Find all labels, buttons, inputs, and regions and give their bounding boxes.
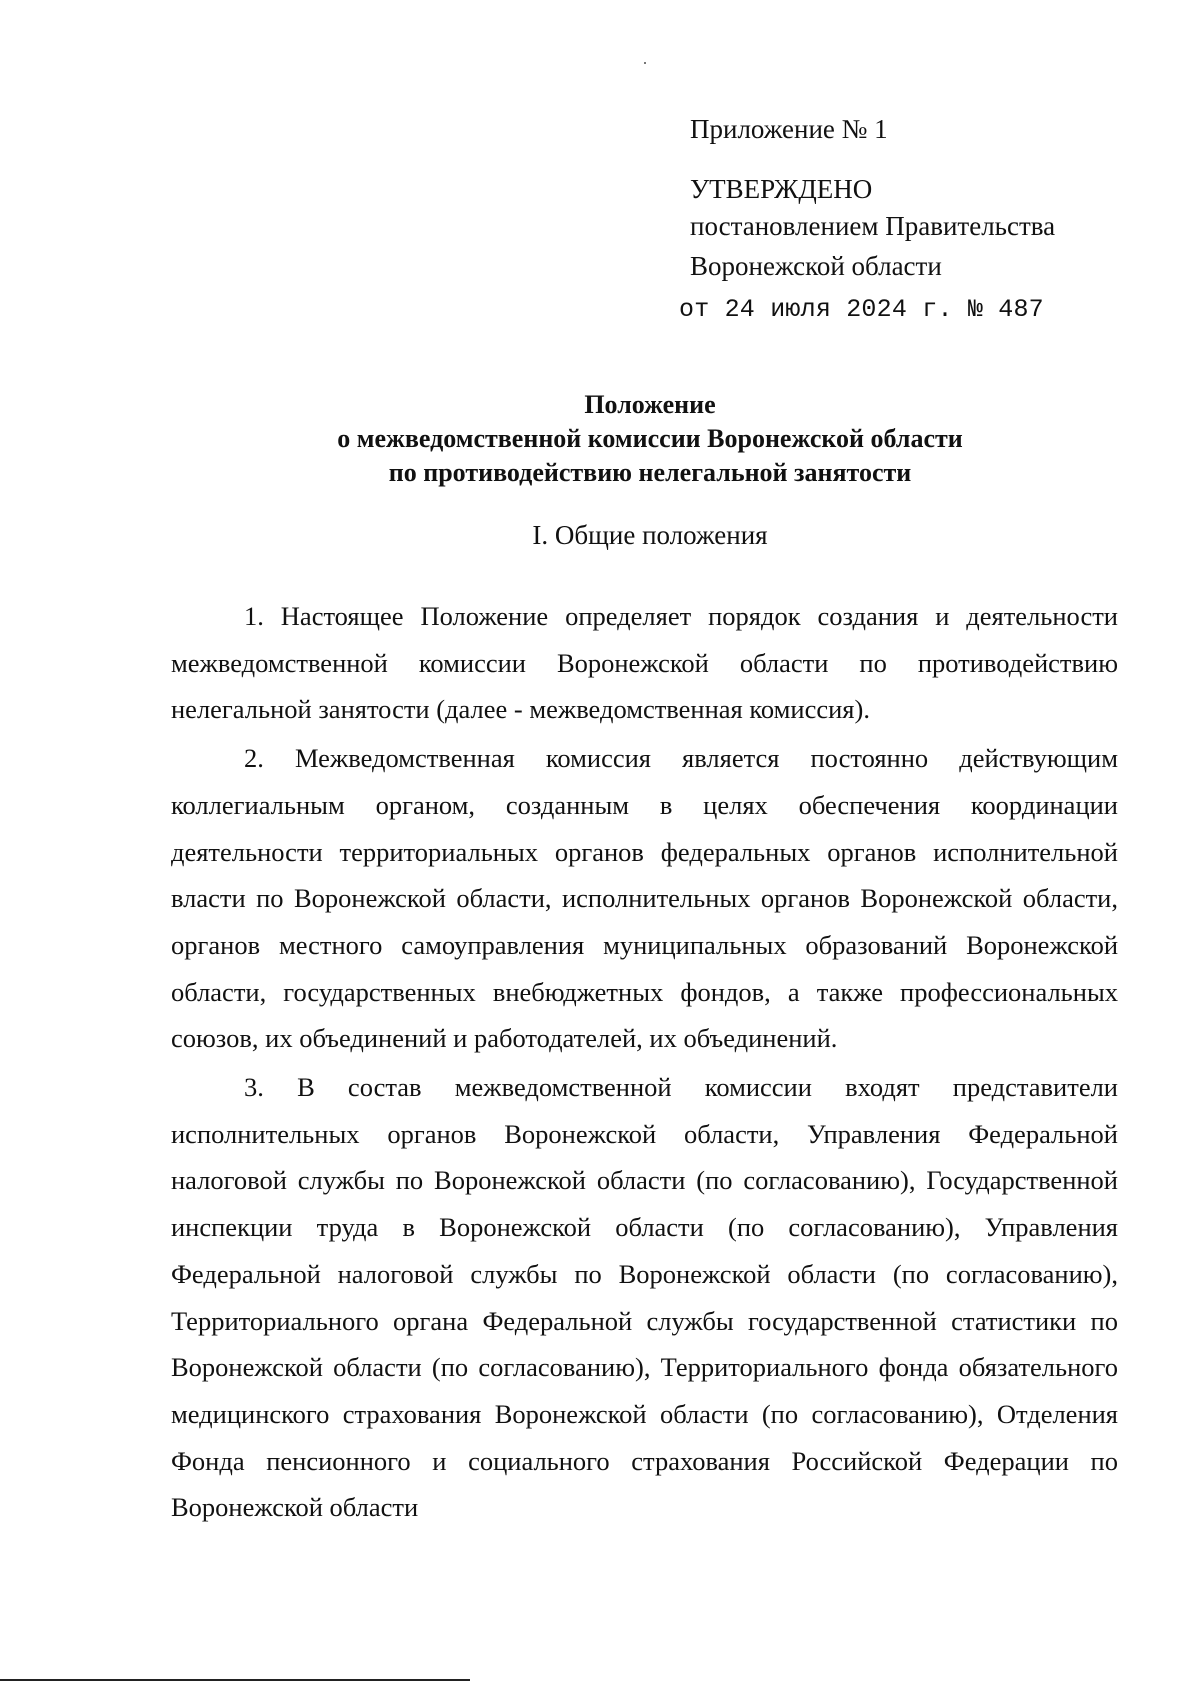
approved-label: УТВЕРЖДЕНО: [690, 174, 873, 204]
approval-authority-line: постановлением Правительства: [690, 211, 1056, 241]
footnote-separator: [0, 1679, 470, 1681]
approval-date-number: от 24 июля 2024 г. № 487: [679, 295, 1044, 324]
section-heading: I. Общие положения: [532, 520, 768, 550]
scan-artifact: [644, 62, 646, 64]
paragraph-1: 1. Настоящее Положение определяет порядок создания и деятельности межведомственной комиссии Воронежской области по противодействию нелегальной занятости (далее - межведомственная комиссия).: [171, 601, 1118, 725]
appendix-label: Приложение № 1: [690, 114, 888, 144]
paragraph-2: 2. Межведомственная комиссия является постоянно действующим коллегиальным органом, созданным в целях обеспечения координации деятельности территориальных органов федеральных органов исполнительной власти по Воронежской области, исполнительных органов Воронежской области, органов местного самоуправления муниципальных образований Воронежской области, государственных внебюджетных фондов, а также профессиональных союзов, их объединений и работодателей, их объединений.: [171, 743, 1118, 1054]
paragraph-3: 3. В состав межведомственной комиссии входят представители исполнительных органов Воронежской области, Управления Федеральной налоговой службы по Воронежской области (по согласованию), Государственной инспекции труда в Воронежской области (по согласованию), Управления Федеральной налоговой службы по Воронежской области (по согласованию), Территориального органа Федеральной службы государственной статистики по Воронежской области (по согласованию), Территориального фонда обязательного медицинского страхования Воронежской области (по согласованию), Отделения Фонда пенсионного и социального страхования Российской Федерации по Воронежской области: [171, 1072, 1118, 1523]
document-title-line-2: о межведомственной комиссии Воронежской области: [337, 424, 963, 453]
approval-region-line: Воронежской области: [690, 251, 942, 281]
document-title-line-1: Положение: [584, 390, 716, 419]
document-title: [0, 388, 1200, 490]
document-title-line-3: по противодействию нелегальной занятости: [388, 458, 912, 487]
document-body: [171, 593, 1118, 1533]
approval-block: [679, 112, 1150, 330]
